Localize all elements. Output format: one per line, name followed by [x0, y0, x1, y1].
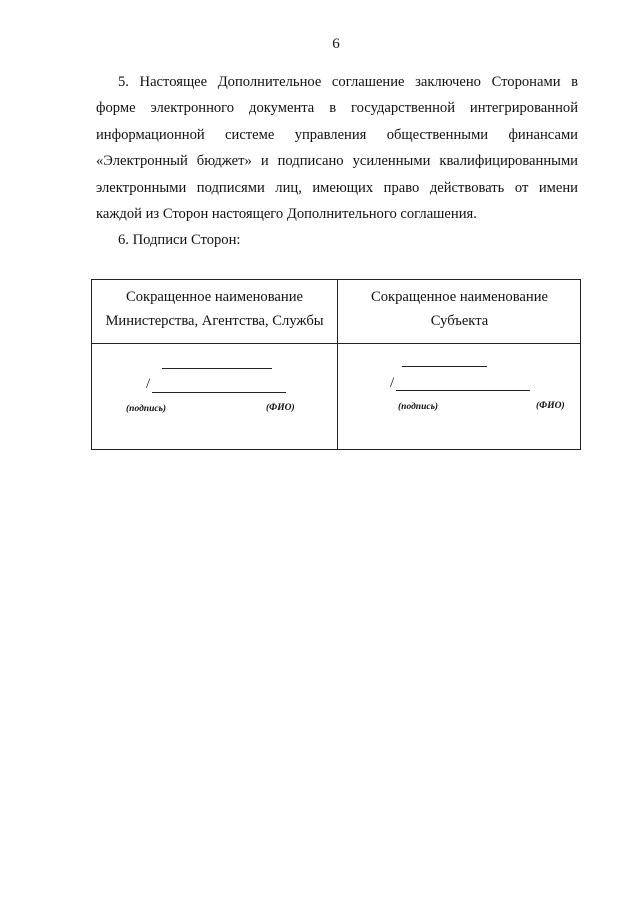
right-slash: /: [390, 375, 395, 391]
paragraph-5: 5. Настоящее Дополнительное соглашение заключено Сторонами в форме электронного документа в государственной интегрированной информационной системе управления общественными финансами «Электронный бюджет» и подписано усиленными квалифицированными электронными подписями лиц, имеющих право действовать от имени каждой из Сторон настоящего Дополнительного соглашения.: [96, 74, 578, 223]
left-header-line2: Министерства, Агентства, Службы: [105, 313, 324, 329]
paragraph-6: 6. Подписи Сторон:: [118, 232, 241, 248]
right-header-line1: Сокращенное наименование: [370, 289, 549, 305]
left-header-cell: [92, 280, 337, 343]
right-header-line2: Субъекта: [430, 313, 489, 329]
left-name-caption: (ФИО): [266, 403, 295, 413]
left-signature-line: [162, 368, 272, 369]
left-header-line1: Сокращенное наименование: [125, 289, 304, 305]
left-name-line: [152, 392, 286, 393]
page-number: 6: [332, 36, 340, 52]
right-header-cell: [338, 280, 581, 343]
signature-table: [91, 279, 581, 450]
right-sign-caption: (подпись): [398, 402, 439, 412]
right-name-caption: (ФИО): [536, 401, 565, 411]
right-name-line: [396, 390, 530, 391]
left-slash: /: [146, 376, 151, 392]
header-divider: [92, 343, 580, 344]
left-sign-caption: (подпись): [126, 404, 167, 414]
right-signature-line: [402, 366, 487, 367]
